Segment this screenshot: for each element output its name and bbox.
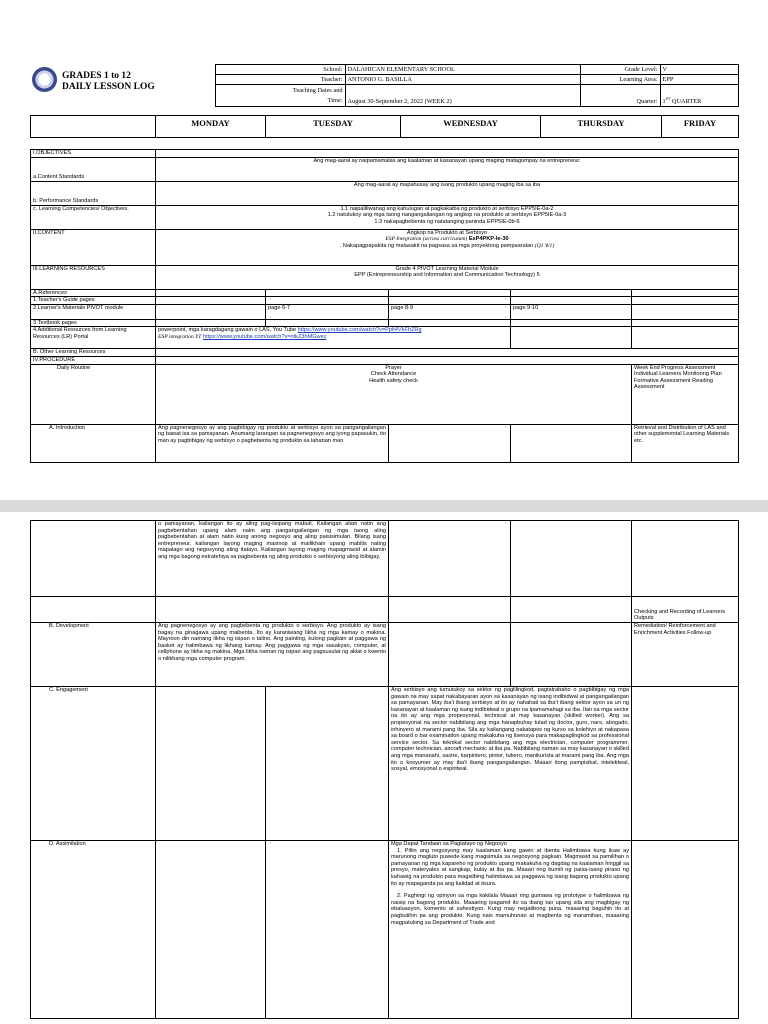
lesson-table-page-1: [30, 149, 739, 463]
learning-resources-label: III.LEARNING RESOURCES: [31, 265, 156, 289]
days-header-row: [30, 115, 739, 138]
introduction-label: A. Introduction: [31, 424, 156, 462]
teacher-value: ANTONIO G. BASILLA: [345, 75, 580, 85]
other-resources-label: B. Other Learning Resources: [31, 349, 156, 357]
performance-standards-label: b. Performance Standards: [31, 181, 156, 205]
dates-value: August 30-September 2, 2022 (WEEK 2): [345, 85, 580, 107]
assimilation-label: D. Assimilation: [31, 841, 156, 1019]
introduction-continued: o pamayanan, kailangan ito ay aling pag-iisipang mabuti. Kailangan alam natin ang pagbebentahan upang alam natin ang pangangailangan ng mga taong aling pagbebentahan at alam natin kung anong negosyo ang aling paisisimulan. Bilang isang entrepreneur, kailangan layong maging masinop at mailikhain upang mabilis nating mapalago ang negosyong aling itatayo. Kailangan layong maging mapagmasid at alamin ang mga bagong estratehiya sa pagbebenta ng aling produkto o serbisyong aling ibibigay.: [156, 521, 389, 597]
performance-standards-text: Ang mag-aaral ay mapahusay ang isang produkto upang maging iba sa iba: [156, 181, 739, 205]
additional-resources-label: 4.Additional Resources from Learning Resources (LR) Portal: [31, 327, 156, 349]
references-label: A.References: [31, 289, 156, 297]
day-thursday: THURSDAY: [541, 116, 662, 138]
content-standards-label: a.Content Standards: [31, 157, 156, 181]
area-label: Learning Area:: [580, 75, 660, 85]
area-value: EPP: [660, 75, 738, 85]
school-value: DALAHICAN ELEMENTARY SCHOOL: [345, 65, 580, 75]
introduction-friday: Retrieval and Distribution of LAS and other supplemental Learning Materials etc.: [632, 424, 739, 462]
development-monday: Ang pagnenegosyo ay ang pagbebenta ng produkto o serbisyo. Ang produkto ay isang bagay na ginagawa upang maibenta. Ito ay karaniwang likha ng mga kamay o makina. Mayroon din namang likha ng isipan o talino. Ang painting, kulong pagkain at paggawa ng basket ay halimbawa ng likhang kamay. Ang paggawa ng mga sasakyan, computer, at cellphone ay likha ng makina. Mga likha naman ng isipan ang pagsusulat ng aklat o kwento o nilikhang mga computer program.: [156, 623, 389, 687]
learners-materials-label: 2.Learner's Materials PIVOT module: [31, 304, 156, 319]
daily-routine-text: Prayer Check Attendance Health safety check: [156, 364, 632, 424]
content-text: Angkop na Produkto at Serbisyo ESP Integration (across curriculum) EsP4PKP-Ie-30 . Nakapagpapakita ng malasakit na pagsasa sa mga proyektong pampaaralan (Q1 W1): [156, 229, 739, 265]
day-wednesday: WEDNESDAY: [401, 116, 541, 138]
header-table: [30, 64, 739, 107]
content-standards-text: Ang mag-aaral ay naipamamalas ang kaalaman at kasanayan upang maging matagumpay na entrepreneur.: [156, 157, 739, 181]
learning-resources-text: Grade 4 PIVOT Learning Material Module EPP (Entrepreneurship and Information and Communication Technology) 5: [156, 265, 739, 289]
procedure-label: IV.PROCEDURE: [31, 356, 156, 364]
teachers-guide-label: 1.Teacher's Guide pages: [31, 297, 156, 305]
development-label: B. Development: [31, 623, 156, 687]
engagement-label: C. Engagement: [31, 687, 156, 841]
lesson-table-page-2: [30, 520, 739, 1019]
day-friday: FRIDAY: [662, 116, 739, 138]
school-label: School:: [215, 65, 345, 75]
document-title: GRADES 1 to 12 DAILY LESSON LOG: [62, 70, 155, 92]
content-label: II.CONTENT: [31, 229, 156, 265]
lm-wednesday: page 8-9: [389, 304, 511, 319]
youtube-link-1[interactable]: https://www.youtube.com/watch?v=Pplt4VkFhZRg: [297, 327, 422, 334]
document-page-1: [0, 0, 768, 500]
introduction-monday: Ang pagnenegosyo ay ang pagbibigay ng produkto at serbisyo ayon sa pangangailangan ng bawat isa sa pamayanan. Anumang larangan sa pagnenegosyo ang iyong papasukin, ito man ay pagbibigay ng serbisyo o pagbebenta ng produkto sa lahanan man: [156, 424, 389, 462]
competencies-label: c. Learning Competencies/ Objectives.: [31, 205, 156, 229]
document-page-2: [0, 512, 768, 1024]
objectives-label: I.OBJECTIVES: [31, 150, 156, 158]
quarter-value: 1ST QUARTER: [660, 85, 738, 107]
competencies-text: 1.1 naipaliliwanag ang kahulugan at pagkakaiba ng produkto at serbisyo EPP5IE-0a-2 1.2 natutukoy ang mga taong nangangailangan ng angkop na produkto at serbisyo EPP5IE-0a-3 1.3 nakapagbebenta ng natatanging paninda EPP5IE-0b-6: [156, 205, 739, 229]
day-tuesday: TUESDAY: [266, 116, 401, 138]
development-friday: Remediation/ Reinforcement and Enrichment Activities Follow-up: [632, 623, 739, 687]
lm-thursday: page 9-10: [511, 304, 632, 319]
day-monday: MONDAY: [156, 116, 266, 138]
assimilation-thursday: Mga Dapat Tandaan sa Pagtatayo ng Negosyo 1. Piliin ang negosyong may kaalaman kang gawin at ibenta Halimbawa kung ikaw ay marunong magluto puwede kang magsimula sa negosyong pagkain. Magmasid sa pamilihan o pamayanan ng mga kapareho ng produkto upang makakuha ng dagdag na kaalaman hinggil sa presyo, materyales at sangkap, kulay at iba pa. Maaari ring bumili ng paisa-isang piraso ng kahawig na produkto para magsilbing halimbawa sa paggawa ng isang bagong produkto upang ito ay mapaganda pa ang kalidad at itsura. 2. Paghingi ng opinyon sa mga kakilala Maaari ring gumawa ng prototype o halimbawa ng naisip na bagong produkto. Maaaring ipagamit ito sa ibang tao upang sila ang magbigay ng ebaluasyon, komento at suhestiyon. Kung may negatibong puna, maaaring baguhin ito at pagbutihin pa ang produkto. Kung nais mamuhunan at magbenta ng maramihan, maaaring magpatulong sa Department of Trade and: [389, 841, 632, 1019]
deped-seal-logo-icon: [32, 67, 57, 92]
teacher-label: Teacher:: [215, 75, 345, 85]
additional-resources-text: powerpoint, mga karagdagang gawain o LAS, You Tube https://www.youtube.com/watch?v=Pplt4VkFhZRg ESP integration YT https://www.youtube.com/watch?v=ntkZ3hMGwec: [156, 327, 511, 349]
youtube-link-2[interactable]: https://www.youtube.com/watch?v=ntkZ3hMGwec: [202, 333, 327, 340]
friday-routine-text: Week End Progress Assessment Individual Learners Monitoring Plan Formative Assessment Reading Assessment: [632, 364, 739, 424]
daily-routine-label: Daily Routine: [31, 364, 156, 424]
dates-label: Teaching Dates and Time:: [215, 85, 345, 107]
textbook-label: 3.Textbook pages: [31, 319, 156, 327]
checking-outputs-text: Checking and Recording of Learners Outputs: [632, 597, 739, 623]
grade-value: V: [660, 65, 738, 75]
quarter-label: Quarter:: [580, 85, 660, 107]
lm-tuesday: page 6-7: [266, 304, 389, 319]
grade-label: Grade Level:: [580, 65, 660, 75]
engagement-thursday: Ang serbisyo ang tumutukoy sa sektor ng paglilingkod, pagtatrabaho o pagbibigay ng mga gawain na may sapat nakabayaran ayon sa kasanayan ng isang indibidwal at pangangailangan sa pamayanan. May iba't ibang serbisyo at ito ay nahahati sa iba't ibang sektor ayon sa uri ng kasanayan at kaalaman ng isang indibidwal o grupo na ipamamahagi sa iba. Ilan sa mga sector na ito ay ang mga propesyonal, technical at may kasanayan (skilled worker). Ang sa propesyonal na sector nabibilang ang mga hanapbuhay tulad ng doctor, guro, nars, abogado, inhinyero at marami pang iba. Sila ay kailangang nakatapos ng kurso sa kolehiyo at nakapasa sa board o bar examination upang makakuha ng lisensya para makapaglingkod sa professional service sector. Sa teknikal sector nabibilang ang mga electrician, computer programmer, computer technician, aircraft mechanic at iba pa. Nabibilang naman sa may kasanayan o skilled ang mga mananahi, sastre, karpintero, pintor, tubero, manikurista at marami pang iba. Ang mga ito o kosyumer ay may iba't ibang pangangailangan. Maaari itong pampisikal, intelektwal, sosyal, emosyonal o espiritwal.: [389, 687, 632, 841]
